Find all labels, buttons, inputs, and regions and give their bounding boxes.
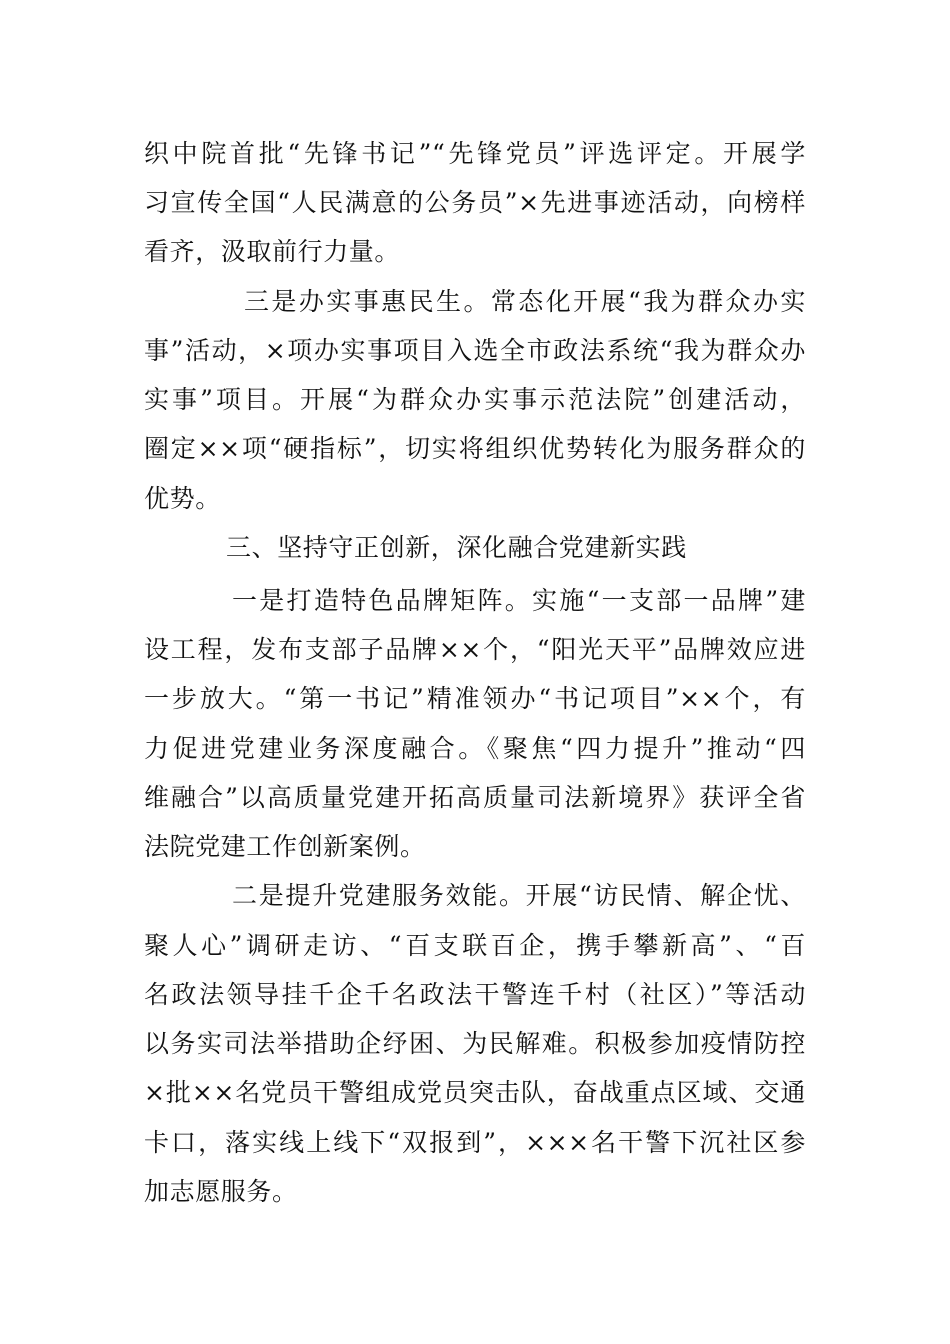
paragraph-line: 实事”项目。开展“为群众办实事示范法院”创建活动，: [144, 385, 806, 414]
paragraph-line: 习宣传全国“人民满意的公务员”×先进事迹活动，向榜样: [144, 188, 806, 217]
paragraph-line: 设工程，发布支部子品牌××个，“阳光天平”品牌效应进: [144, 635, 806, 664]
paragraph-line: 力促进党建业务深度融合。《聚焦“四力提升”推动“四: [144, 734, 806, 763]
paragraph-line: 卡口，落实线上线下“双报到”，×××名干警下沉社区参: [144, 1128, 806, 1157]
paragraph-line: 三是办实事惠民生。常态化开展“我为群众办实: [244, 287, 806, 316]
paragraph-line: 二是提升党建服务效能。开展“访民情、解企忧、: [232, 881, 806, 910]
section-heading: 三、坚持守正创新，深化融合党建新实践: [226, 533, 687, 562]
paragraph-line: 加志愿服务。: [144, 1177, 298, 1206]
paragraph-line: 事”活动，×项办实事项目入选全市政法系统“我为群众办: [144, 336, 806, 365]
paragraph-line: 优势。: [144, 484, 221, 513]
paragraph-line: ×批××名党员干警组成党员突击队，奋战重点区域、交通: [144, 1078, 806, 1107]
paragraph-line: 织中院首批“先锋书记”“先锋党员”评选评定。开展学: [144, 139, 806, 168]
paragraph-line: 名政法领导挂千企千名政法干警连千村（社区）”等活动: [144, 980, 806, 1009]
paragraph-line: 法院党建工作创新案例。: [144, 832, 426, 861]
paragraph-line: 圈定××项“硬指标”，切实将组织优势转化为服务群众的: [144, 434, 806, 463]
paragraph-line: 看齐，汲取前行力量。: [144, 237, 401, 266]
paragraph-line: 以务实司法举措助企纾困、为民解难。积极参加疫情防控: [144, 1029, 806, 1058]
paragraph-line: 一步放大。“第一书记”精准领办“书记项目”××个，有: [144, 684, 806, 713]
paragraph-line: 维融合”以高质量党建开拓高质量司法新境界》获评全省: [144, 783, 806, 812]
paragraph-line: 一是打造特色品牌矩阵。实施“一支部一品牌”建: [232, 586, 806, 615]
paragraph-line: 聚人心”调研走访、“百支联百企，携手攀新高”、“百: [144, 931, 806, 960]
